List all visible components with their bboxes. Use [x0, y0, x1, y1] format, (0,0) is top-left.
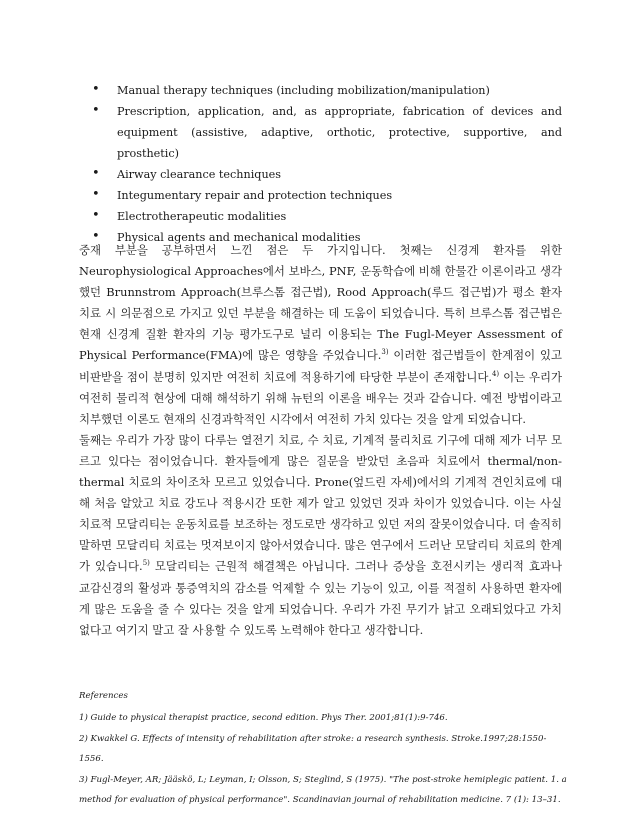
- paragraph-text: 둘째는 우리가 가장 많이 다루는 열전기 치료, 수 치료, 기계적 물리치료 기구에 대해 제가 너무 모르고 있다는 점이었습니다. 환자들에게 많은 질문을 받았던 초음파 치료에서 thermal/non-thermal 치료의 차이조차 모르고 있었습니다. Prone(엎드린 자세)에서의 기계적 견인치료에 대해 처음 알았고 치료 강도나 적용시간 또한 제가 알고 있었던 것과 차이가 있었습니다. 이는 사실 치료적 모달리티는 운동치료를 보조하는 정도로만 생각하고 있던 저의 잘못이었습니다. 더 솔직히 말하면 모달리티 치료는 멋져보이지 않아서였습니다. 많은 연구에서 드러난 모달리티 치료의 한계가 있습니다.: [79, 432, 562, 574]
- bullet-text: Physical agents and mechanical modalities: [117, 231, 361, 244]
- bullet-item: [0, 80, 638, 101]
- paragraph-text: 이러한 접근법들이 한계점이 있고 비판받을 점이 분명히 있지만 여전히 치료에 적용하기에 타당한 부분이 존재합니다.: [79, 348, 562, 384]
- bullet-text: Prescription, application, and, as appropriate, fabrication of devices and equipment (assistive, adaptive, orthotic, protective, supportive, and prosthetic): [117, 105, 562, 160]
- citation-superscript: 4): [491, 369, 500, 378]
- bullet-dot-icon: •: [92, 208, 100, 223]
- paragraph-text: 중재 부분을 공부하면서 느낀 점은 두 가지입니다. 첫째는 신경계 환자를 위한 Neurophysiological Approaches에서 보바스, PNF, 운동학습에 비해 한물간 이론이라고 생각했던 Brunnstrom Approach(브루스톰 접근법), Rood Approach(루드 접근법)가 평소 환자 치료 시 의문점으로 가지고 있던 부분을 해결하는 데 도움이 되었습니다. 특히 브루스톰 접근법은 현재 신경계 질환 환자의 기능 평가도구로 널리 이용되는 The Fugl-Meyer Assessment of Physical Performance(FMA)에 많은 영향을 주었습니다.: [79, 243, 562, 363]
- bullet-dot-icon: •: [92, 166, 100, 181]
- body-text: [79, 240, 562, 641]
- bullet-dot-icon: •: [92, 187, 100, 202]
- paragraph-second: [79, 430, 562, 641]
- bullet-dot-icon: •: [92, 229, 100, 244]
- bullet-item: [0, 164, 638, 185]
- reference-item: 3) Fugl-Meyer, AR; Jääskö, L; Leyman, I; Olsson, S; Steglind, S (1975). "The post-stroke hemiplegic patient. 1. a method for evaluation of physical performance". Scandinavian journal of rehabilitation medicine. 7 (1): 13–31.: [79, 775, 567, 805]
- reference-item: 1) Guide to physical therapist practice, second edition. Phys Ther. 2001;81(1):9-746.: [79, 713, 448, 723]
- bullet-text: Airway clearance techniques: [117, 168, 282, 181]
- references-section: [79, 686, 569, 810]
- paragraph-text: 이는 우리가 여전히 물리적 현상에 대해 해석하기 위해 뉴턴의 이론을 배우는 것과 같습니다. 예전 방법이라고 치부했던 이론도 현재의 신경과학적인 시각에서 여전히 가치 있다는 것을 알게 되었습니다.: [79, 369, 563, 426]
- bullet-item: [0, 185, 638, 206]
- paragraph-text: 모달리티는 근원적 해결책은 아닙니다. 그러나 증상을 호전시키는 생리적 효과나 교감신경의 활성과 통증역치의 감소를 억제할 수 있는 기능이 있고, 이를 적절히 사용하면 환자에게 많은 도움을 줄 수 있다는 것을 알게 되었습니다. 우리가 가진 무기가 낡고 오래되었다고 가치없다고 여기지 말고 잘 사용할 수 있도록 노력해야 한다고 생각합니다.: [79, 559, 562, 637]
- citation-superscript: 5): [142, 559, 150, 568]
- paragraph-first: [79, 240, 562, 430]
- citation-superscript: 3): [381, 348, 389, 357]
- references-heading: References: [79, 691, 128, 701]
- bullet-text: Manual therapy techniques (including mobilization/manipulation): [117, 84, 490, 97]
- bullet-item: [0, 101, 638, 164]
- bullet-list: [0, 80, 638, 248]
- bullet-item: [0, 206, 638, 227]
- bullet-text: Integumentary repair and protection techniques: [117, 189, 393, 202]
- bullet-dot-icon: •: [92, 82, 100, 97]
- bullet-text: Electrotherapeutic modalities: [117, 210, 287, 223]
- reference-item: 2) Kwakkel G. Effects of intensity of rehabilitation after stroke: a research synthesis. Stroke.1997;28:1550-1556.: [79, 734, 547, 764]
- bullet-dot-icon: •: [92, 103, 100, 118]
